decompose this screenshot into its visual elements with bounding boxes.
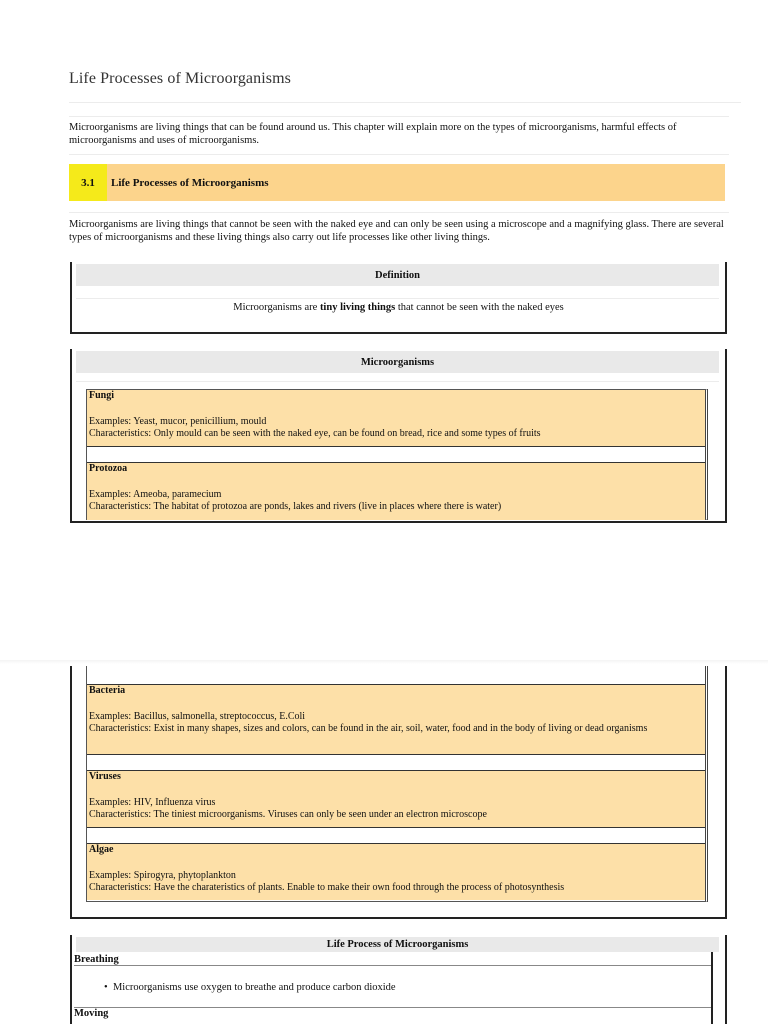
life-process-header: Life Process of Microorganisms bbox=[76, 937, 719, 952]
microorganism-characteristics: Characteristics: Exist in many shapes, sizes and colors, can be found in the air, soil, water, food and in the body of living or dead organisms bbox=[89, 723, 648, 734]
chapter-number: 3.1 bbox=[69, 164, 107, 201]
microorganism-characteristics: Characteristics: Have the charateristics of plants. Enable to make their own food through the process of photosynthesis bbox=[89, 882, 565, 893]
microorganism-name: Protozoa bbox=[89, 463, 128, 474]
chapter-paragraph: Microorganisms are living things that cannot be seen with the naked eye and can only be seen using a microscope and a magnifying glass. There are several types of microorganisms and these living things also carry out life processes like other living things. bbox=[69, 219, 724, 243]
microorganism-characteristics: Characteristics: Only mould can be seen with the naked eye, can be found on bread, rice and some types of fruits bbox=[89, 428, 541, 439]
microorganism-name: Bacteria bbox=[89, 685, 126, 696]
microorganism-characteristics: Characteristics: The habitat of protozoa are ponds, lakes and rivers (live in places where there is water) bbox=[89, 501, 502, 512]
microorganism-characteristics: Characteristics: The tiniest microorganisms. Viruses can only be seen under an electron microscope bbox=[89, 809, 487, 820]
definition-text-start: Microorganisms are bbox=[233, 302, 320, 313]
bullet-text: Microorganisms use oxygen to breathe and produce carbon dioxide bbox=[112, 982, 396, 993]
breathing-bullet-list bbox=[104, 982, 711, 993]
intro-top-rule bbox=[69, 116, 729, 117]
microorganism-name: Fungi bbox=[89, 390, 115, 401]
definition-box bbox=[70, 262, 727, 334]
definition-rule bbox=[76, 298, 719, 299]
chapter-title: Life Processes of Microorganisms bbox=[111, 176, 269, 189]
microorganism-card-bacteria bbox=[87, 684, 705, 755]
page-title: Life Processes of Microorganisms bbox=[69, 70, 291, 87]
bullet-dot-icon: • bbox=[104, 982, 108, 993]
microorganism-card-viruses bbox=[87, 770, 705, 828]
microorganism-examples: Examples: HIV, Influenza virus bbox=[89, 796, 216, 808]
life-process-box bbox=[70, 935, 727, 1024]
microorganisms-header: Microorganisms bbox=[76, 351, 719, 373]
microorganism-card-fungi bbox=[87, 390, 705, 447]
microorganism-examples: Examples: Bacillus, salmonella, streptococcus, E.Coli bbox=[89, 710, 306, 722]
chapter-text-top-rule bbox=[69, 212, 729, 213]
title-divider bbox=[69, 102, 741, 103]
microorganism-card-algae bbox=[87, 843, 705, 900]
microorganism-list bbox=[86, 389, 708, 520]
life-process-body bbox=[74, 952, 713, 1024]
microorganism-card-protozoa bbox=[87, 462, 705, 520]
microorganisms-box bbox=[70, 349, 727, 523]
definition-text-bold: tiny living things bbox=[319, 302, 396, 313]
microorganism-list-continued bbox=[86, 666, 708, 902]
definition-text-end: that cannot be seen with the naked eyes bbox=[395, 302, 564, 313]
microorganism-examples: Examples: Spirogyra, phytoplankton bbox=[89, 869, 236, 881]
intro-bottom-rule bbox=[69, 154, 729, 155]
microorganism-name: Algae bbox=[89, 844, 114, 855]
microorganism-examples: Examples: Ameoba, paramecium bbox=[89, 488, 222, 500]
bullet-item bbox=[104, 982, 711, 993]
microorganism-name: Viruses bbox=[89, 771, 121, 782]
microorganisms-box-continued bbox=[70, 666, 727, 919]
life-process-section-moving: Moving bbox=[74, 1007, 711, 1019]
chapter-heading-bar bbox=[69, 164, 725, 201]
microorganisms-rule bbox=[76, 381, 719, 382]
life-process-section-breathing: Breathing bbox=[74, 954, 711, 966]
page-break bbox=[0, 660, 768, 664]
definition-text bbox=[72, 302, 725, 313]
definition-header: Definition bbox=[76, 264, 719, 286]
intro-paragraph: Microorganisms are living things that can be found around us. This chapter will explain more on the types of microorganisms, harmful effects of microorganisms and uses of microorganisms. bbox=[69, 122, 677, 146]
microorganism-examples: Examples: Yeast, mucor, penicillium, mould bbox=[89, 415, 267, 427]
